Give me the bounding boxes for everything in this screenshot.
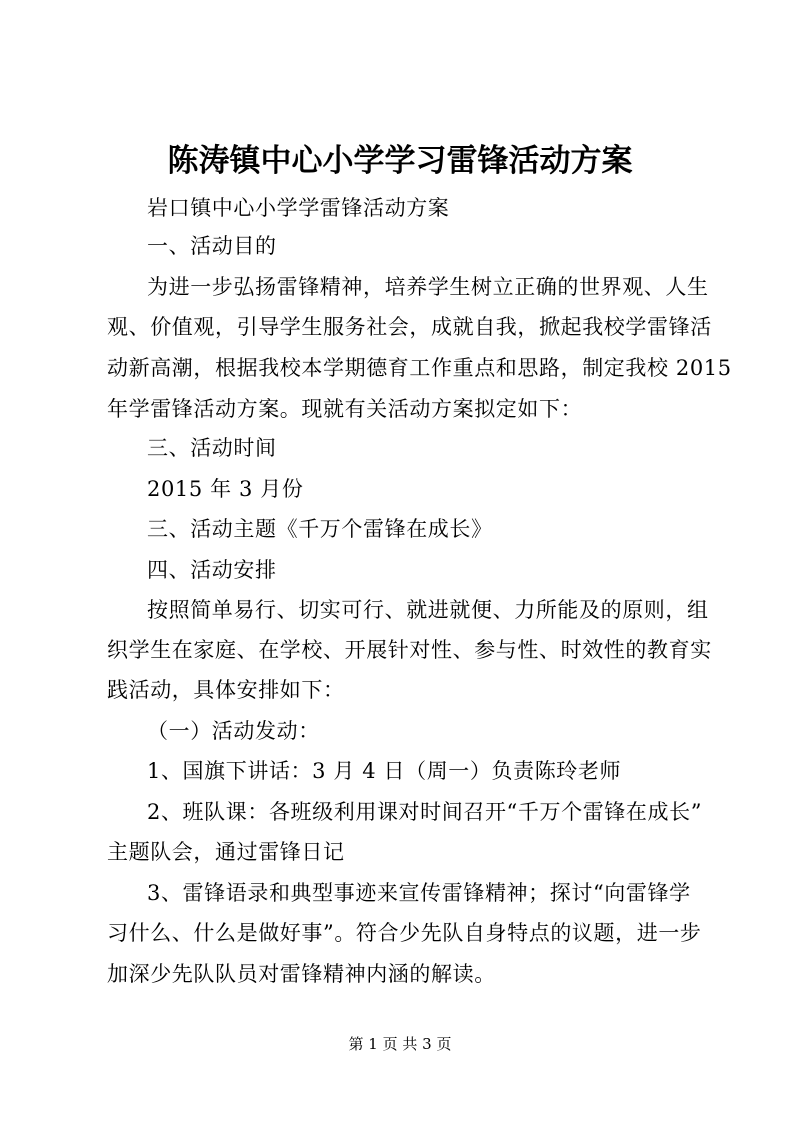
paragraph-line: 为进一步弘扬雷锋精神，培养学生树立正确的世界观、人生 (147, 275, 709, 299)
sub-heading-launch: （一）活动发动： (147, 719, 320, 743)
document-title: 陈涛镇中心小学学习雷锋活动方案 (167, 143, 633, 179)
paragraph-line: 织学生在家庭、在学校、开展针对性、参与性、时效性的教育实 (107, 638, 712, 662)
paragraph-line: 动新高潮，根据我校本学期德育工作重点和思路，制定我校 2015 (107, 356, 732, 380)
section-heading-time: 三、活动时间 (147, 436, 277, 460)
list-item-continuation: 加深少先队队员对雷锋精神内涵的解读。 (107, 962, 496, 986)
section-heading-theme: 三、活动主题《千万个雷锋在成长》 (147, 517, 493, 541)
list-item: 3、雷锋语录和典型事迹来宣传雷锋精神；探讨“向雷锋学 (147, 881, 691, 905)
list-item: 2、班队课：各班级利用课对时间召开“千万个雷锋在成长” (147, 800, 703, 824)
paragraph-line: 观、价值观，引导学生服务社会，成就自我，掀起我校学雷锋活 (107, 315, 712, 339)
list-item: 1、国旗下讲话：3 月 4 日（周一）负责陈玲老师 (147, 759, 622, 783)
paragraph-line: 践活动，具体安排如下： (107, 678, 345, 702)
paragraph-line: 按照简单易行、切实可行、就进就便、力所能及的原则，组 (147, 598, 709, 622)
page-number-footer: 第 1 页 共 3 页 (348, 1035, 452, 1053)
section-heading-purpose: 一、活动目的 (147, 234, 277, 258)
section-heading-arrangement: 四、活动安排 (147, 558, 277, 582)
document-subtitle: 岩口镇中心小学学雷锋活动方案 (147, 196, 450, 220)
time-value: 2015 年 3 月份 (147, 477, 304, 501)
paragraph-line: 年学雷锋活动方案。现就有关活动方案拟定如下： (107, 397, 583, 421)
list-item-continuation: 主题队会，通过雷锋日记 (107, 840, 345, 864)
list-item-continuation: 习什么、什么是做好事”。符合少先队自身特点的议题，进一步 (107, 921, 702, 945)
